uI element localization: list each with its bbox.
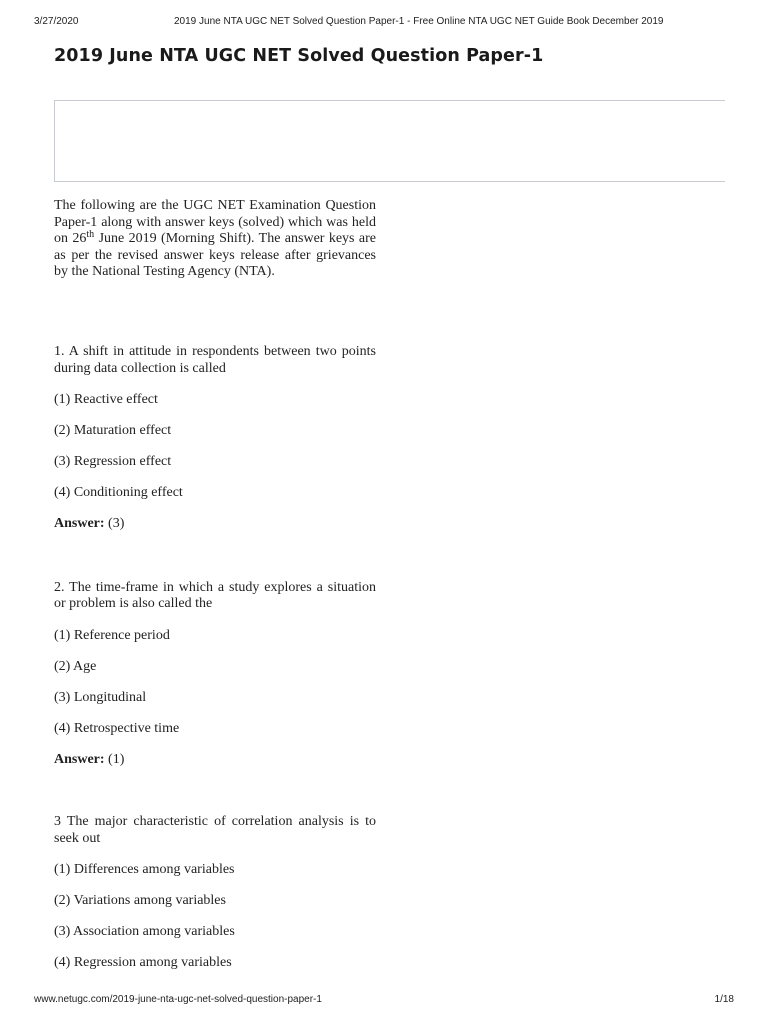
intro-superscript: th (86, 229, 95, 240)
question-1-answer-value: (3) (108, 516, 125, 531)
print-page-number: 1/18 (714, 994, 734, 1005)
print-header (34, 16, 734, 30)
print-url: www.netugc.com/2019-june-nta-ugc-net-solved-question-paper-1 (34, 994, 322, 1005)
question-2-option-2: (2) Age (54, 658, 97, 674)
intro-text-part1: The following are the UGC NET Examination Question Paper-1 along with answer keys (solved) which was held on 26 (54, 198, 376, 246)
answer-label: Answer: (54, 516, 105, 531)
question-2-answer-value: (1) (108, 751, 125, 767)
question-1-option-2: (2) Maturation effect (54, 423, 172, 438)
article-content (54, 198, 376, 972)
question-2-text: 2. The time-frame in which a study explores a situation or problem is also called the (54, 579, 376, 611)
question-3-option-3: (3) Association among variables (54, 924, 235, 939)
question-1 (54, 344, 376, 533)
print-footer (34, 994, 734, 1008)
question-2-option-3: (3) Longitudinal (54, 689, 147, 705)
question-2 (54, 580, 376, 769)
question-3-text: 3 The major characteristic of correlation analysis is to seek out (54, 814, 376, 846)
question-3-option-1: (1) Differences among variables (54, 862, 235, 877)
intro-text-part2: June 2019 (Morning Shift). The answer keys are as per the revised answer keys release after grievances by the National Testing Agency (NTA). (54, 231, 376, 279)
intro-paragraph (54, 198, 376, 302)
question-3-option-2: (2) Variations among variables (54, 893, 226, 908)
question-1-answer (54, 516, 376, 533)
print-page-title: 2019 June NTA UGC NET Solved Question Paper-1 - Free Online NTA UGC NET Guide Book December 2019 (174, 16, 664, 27)
question-3-option-4: (4) Regression among variables (54, 955, 232, 970)
question-1-option-1: (1) Reactive effect (54, 392, 158, 407)
article-title: 2019 June NTA UGC NET Solved Question Paper-1 (54, 46, 544, 66)
question-2-option-4: (4) Retrospective time (54, 720, 180, 736)
print-date: 3/27/2020 (34, 16, 79, 27)
question-2-option-1: (1) Reference period (54, 627, 170, 643)
question-1-text: 1. A shift in attitude in respondents between two points during data collection is called (54, 344, 376, 376)
question-3 (54, 814, 376, 972)
question-1-option-3: (3) Regression effect (54, 454, 172, 469)
answer-label: Answer: (54, 751, 105, 767)
question-2-answer (54, 752, 376, 769)
ad-placeholder (54, 100, 725, 182)
question-1-option-4: (4) Conditioning effect (54, 485, 183, 500)
